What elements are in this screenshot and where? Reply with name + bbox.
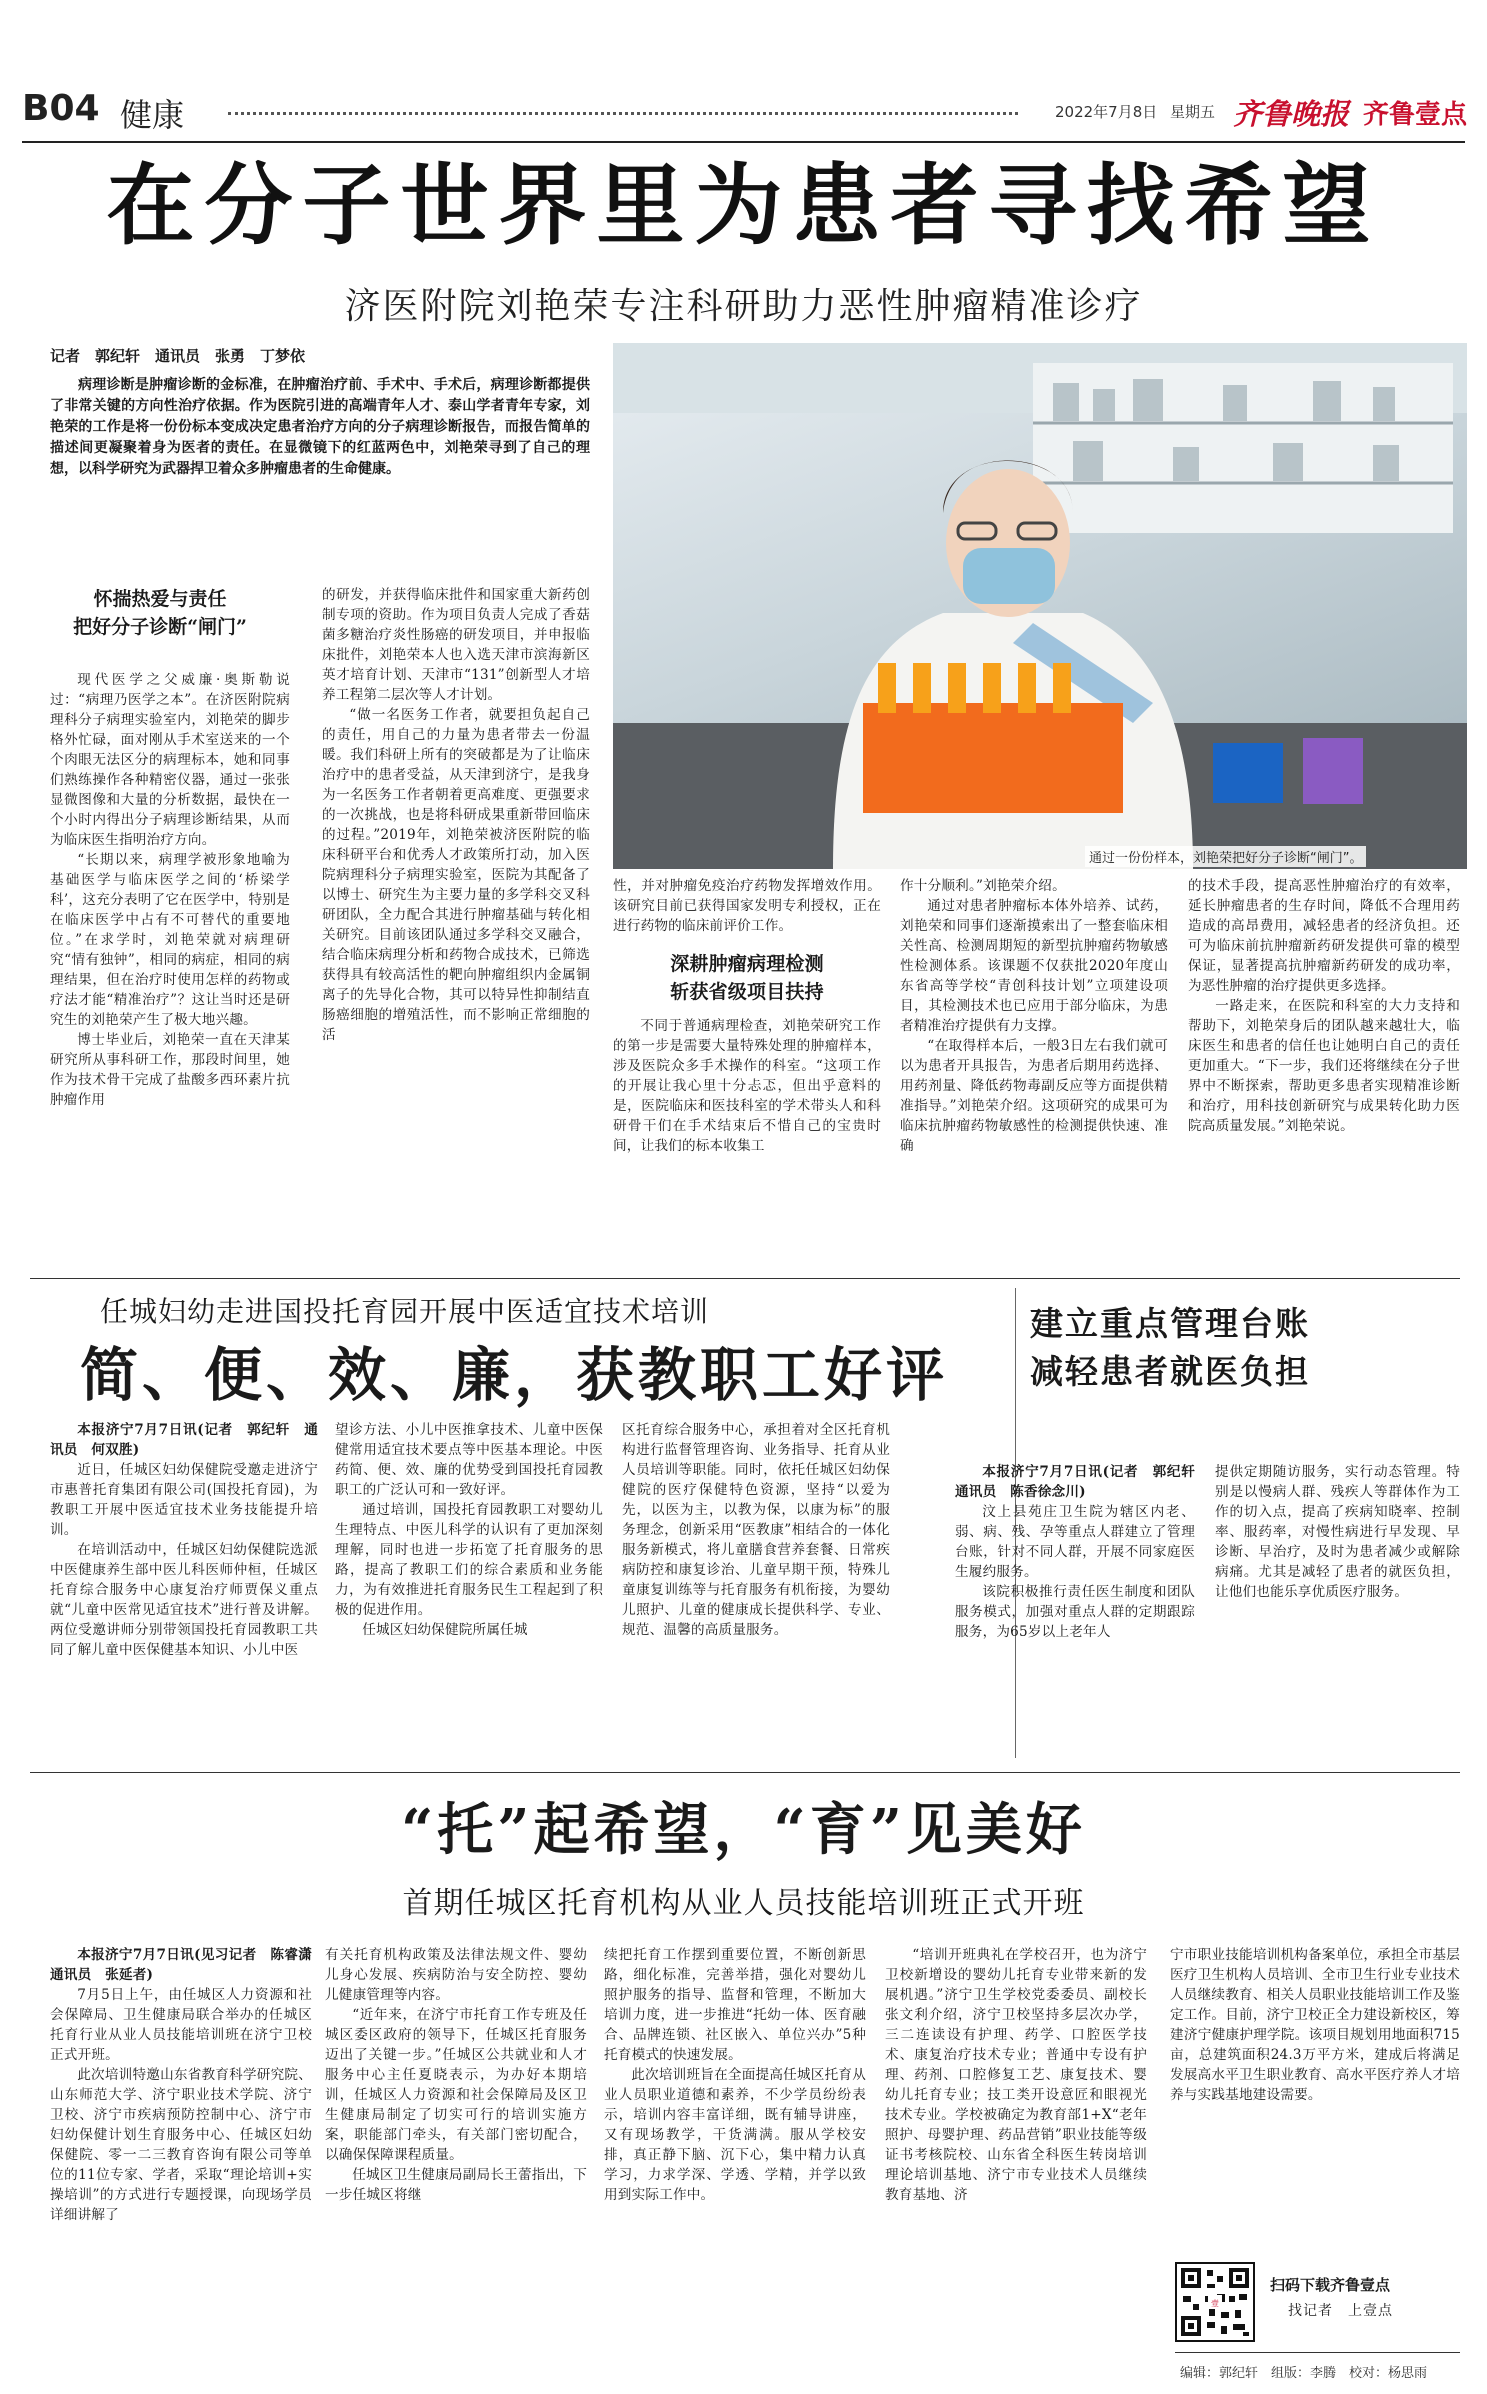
art1-column-5 <box>1188 876 1460 1136</box>
art2-column-3 <box>622 1420 890 1640</box>
art1-column-1 <box>50 670 290 1110</box>
paragraph: 提供定期随访服务，实行动态管理。特别是以慢病人群、残疾人等群体作为工作的切入点，提高了疾病知晓率、控制率、服药率，对慢性病进行早发现、早诊断、早治疗，及时为患者减少或解除病痛。尤其是减轻了患者的就医负担，让他们也能乐享优质医疗服务。 <box>1215 1464 1460 1600</box>
paragraph: 任城区妇幼保健院所属任城 <box>362 1622 528 1638</box>
paragraph: 有关托育机构政策及法律法规文件、婴幼儿身心发展、疾病防治与安全防控、婴幼儿健康管理等内容。 <box>325 1947 587 2003</box>
art2-kicker: 任城妇幼走进国投托育园开展中医适宜技术培训 <box>100 1295 710 1328</box>
lab-scene-illustration <box>613 343 1467 869</box>
footer-rule <box>1175 2352 1460 2353</box>
lab-photo <box>613 343 1467 869</box>
photo-caption: 通过一份份样本，刘艳荣把好分子诊断“闸门”。 <box>1085 846 1366 867</box>
byline: 本报济宁7月7日讯(见习记者 陈睿潇 通讯员 张延者) <box>50 1947 326 1983</box>
art3-headline <box>1030 1300 1460 1396</box>
paragraph: 作十分顺利。”刘艳荣介绍。 <box>900 878 1066 894</box>
svg-text:壹: 壹 <box>1211 2299 1219 2308</box>
header-dotted-rule <box>228 112 1018 115</box>
art2-column-1 <box>50 1420 318 1660</box>
footer-credits: 编辑：郭纪轩 组版：李腾 校对：杨思雨 <box>1180 2366 1428 2381</box>
paragraph: 任城区卫生健康局副局长王蕾指出，下一步任城区将继 <box>325 2167 587 2203</box>
subhead-2-line1: 深耕肿瘤病理检测 <box>670 953 824 975</box>
art2-headline: 简、便、效、廉，获教职工好评 <box>80 1341 949 1409</box>
art4-column-3 <box>604 1945 866 2205</box>
art3-column-1 <box>955 1462 1209 1642</box>
byline: 本报济宁7月7日讯(记者 郭纪轩 通讯员 何双胜) <box>50 1422 318 1458</box>
paragraph: “培训开班典礼在学校召开，也为济宁卫校新增设的婴幼儿托育专业带来新的发展机遇。”济宁卫生学校党委委员、副校长张文利介绍，济宁卫校坚持多层次办学，三二连读设有护理、药学、口腔医学技术、康复治疗技术专业；普通中专设有护理、药剂、口腔修复工艺、康复技术、婴幼儿托育专业；技工类开设意匠和眼视光技术专业。学校被确定为教育部1+X“老年照护、母婴护理、药品营销”职业技能等级证书考核院校、山东省全科医生转岗培训理论培训基地、济宁市专业技术人员继续教育基地、济 <box>885 1947 1147 2203</box>
art2-column-2 <box>335 1420 603 1640</box>
newspaper-brand: 齐鲁晚报 <box>1233 97 1350 131</box>
subheadline: 济医附院刘艳荣专注科研助力恶性肿瘤精准诊疗 <box>344 286 1143 327</box>
page-number: B04 <box>22 88 100 129</box>
paragraph: 宁市职业技能培训机构备案单位，承担全市基层医疗卫生机构人员培训、全市卫生行业专业技术人员继续教育、相关人员职业技能培训工作及鉴定工作。目前，济宁卫校正全力建设新校区，筹建济宁健康护理学院。该项目规划用地面积715亩，总建筑面积24.3万平方米，建成后将满足发展高水平卫生职业教育、高水平医疗养人才培养与实践基地建设需要。 <box>1170 1947 1460 2103</box>
byline: 本报济宁7月7日讯(记者 郭纪轩 通讯员 陈香徐念川) <box>955 1464 1209 1500</box>
section-divider <box>30 1772 1460 1773</box>
art4-headline: “托”起希望，“育”见美好 <box>401 1797 1086 1863</box>
art3-headline-line1: 建立重点管理台账 <box>1030 1304 1310 1343</box>
section-name: 健康 <box>120 96 185 134</box>
section-divider <box>30 1278 1460 1279</box>
paragraph: 近日，任城区妇幼保健院受邀走进济宁市惠普托育集团有限公司(国投托育园)，为教职工开展中医适宜技术业务技能提升培训。 <box>50 1462 318 1538</box>
paragraph: 7月5日上午，由任城区人力资源和社会保障局、卫生健康局联合举办的任城区托育行业从业人员技能培训班在济宁卫校正式开班。 <box>50 1987 312 2063</box>
header-rule <box>22 141 1465 143</box>
headline: 在分子世界里为患者寻找希望 <box>106 153 1381 257</box>
subhead-1-line2: 把好分子诊断“闸门” <box>73 616 247 638</box>
qr-title: 扫码下载齐鲁壹点 <box>1270 2276 1391 2294</box>
paragraph: 续把托育工作摆到重要位置，不断创新思路，细化标准，完善举措，强化对婴幼儿照护服务的指导、监督和管理，不断加大培训力度，进一步推进“托幼一体、医育融合、品牌连锁、社区嵌入、单位兴办”5种托育模式的快速发展。 <box>604 1947 866 2063</box>
art4-column-4 <box>885 1945 1147 2205</box>
paragraph: “长期以来，病理学被形象地喻为基础医学与临床医学之间的‘桥梁学科’，这充分表明了它在医学中，特别是在临床医学中占有不可替代的重要地位。”在求学时，刘艳荣就对病理研究“情有独钟”，相同的病症，相同的病理结果，但在治疗时使用怎样的药物或疗法才能“精准治疗”？这让当时还是研究生的刘艳荣产生了极大地兴趣。 <box>50 852 290 1028</box>
paragraph: 在培训活动中，任城区妇幼保健院选派中医健康养生部中医儿科医师仲桓，任城区托育综合服务中心康复治疗师贾保义重点就“儿童中医常见适宜技术”进行普及讲解。两位受邀讲师分别带领国投托育园教职工共同了解儿童中医保健基本知识、小儿中医 <box>50 1542 318 1658</box>
paragraph: 不同于普通病理检查，刘艳荣研究工作的第一步是需要大量特殊处理的肿瘤样本，涉及医院众多手术操作的科室。“这项工作的开展让我心里十分忐忑，但出乎意料的是，医院临床和医技科室的学术带头人和科研骨干们在手术结束后不惜自己的宝贵时间，让我们的标本收集工 <box>613 1018 881 1154</box>
art4-column-2 <box>325 1945 587 2205</box>
subhead-2-line2: 斩获省级项目扶持 <box>670 981 824 1003</box>
art3-column-2 <box>1215 1462 1460 1602</box>
paragraph: 通过对患者肿瘤标本体外培养、试药，刘艳荣和同事们逐渐摸索出了一整套临床相关性高、检测周期短的新型抗肿瘤药物敏感性检测体系。该课题不仅获批2020年度山东省高等学校“青创科技计划”立项建设项目，其检测技术也已应用于部分临床，为患者精准治疗提供有力支撑。 <box>900 898 1168 1034</box>
qr-code[interactable] <box>1175 2262 1255 2342</box>
art1-column-3 <box>613 876 881 1156</box>
art1-column-2 <box>322 585 590 1045</box>
paragraph: 望诊方法、小儿中医推拿技术、儿童中医保健常用适宜技术要点等中医基本理论。中医药简、便、效、廉的优势受到国投托育园教职工的广泛认可和一致好评。 <box>335 1422 603 1498</box>
subhead-1 <box>50 585 270 641</box>
paragraph: 此次培训特邀山东省教育科学研究院、山东师范大学、济宁职业技术学院、济宁卫校、济宁市疾病预防控制中心、济宁市妇幼保健计划生育服务中心、任城区妇幼保健院、零一二三教育咨询有限公司等单位的11位专家、学者，采取“理论培训+实操培训”的方式进行专题授课，向现场学员详细讲解了 <box>50 2067 312 2223</box>
paragraph: 一路走来，在医院和科室的大力支持和帮助下，刘艳荣身后的团队越来越壮大，临床医生和患者的信任也让她明白自己的责任更加重大。“下一步，我们还将继续在分子世界中不断探索，帮助更多患者实现精准诊断和治疗，用科技创新研究与成果转化助力医院高质量发展。”刘艳荣说。 <box>1188 998 1460 1134</box>
issue-weekday: 星期五 <box>1170 103 1216 121</box>
subhead-2 <box>613 950 881 1006</box>
art3-headline-line2: 减轻患者就医负担 <box>1030 1352 1310 1391</box>
art4-subheadline: 首期任城区托育机构从业人员技能培训班正式开班 <box>402 1886 1085 1921</box>
paragraph: 现代医学之父威廉·奥斯勒说过：“病理乃医学之本”。在济医附院病理科分子病理实验室内，刘艳荣的脚步格外忙碌，面对刚从手术室送来的一个个肉眼无法区分的病理标本，她和同事们熟练操作各种精密仪器，通过一张张显微图像和大量的分析数据，最快在一个小时内得出分子病理诊断结果，从而为临床医生指明治疗方向。 <box>50 672 290 848</box>
art1-column-4 <box>900 876 1168 1156</box>
byline: 记者 郭纪轩 通讯员 张勇 丁梦依 <box>50 347 306 365</box>
page-header <box>0 0 1487 150</box>
paragraph: 汶上县苑庄卫生院为辖区内老、弱、病、残、孕等重点人群建立了管理台账，针对不同人群，开展不同家庭医生履约服务。 <box>955 1504 1195 1580</box>
paragraph: 该院积极推行责任医生制度和团队服务模式，加强对重点人群的定期跟踪服务，为65岁以上老年人 <box>955 1584 1195 1640</box>
qr-pattern-icon <box>1177 2264 1253 2340</box>
app-brand: 齐鲁壹点 <box>1363 100 1468 130</box>
paragraph: 博士毕业后，刘艳荣一直在天津某研究所从事科研工作，那段时间里，她作为技术骨干完成了盐酸多西环素片抗肿瘤作用 <box>50 1032 290 1108</box>
qr-subtitle: 找记者 上壹点 <box>1288 2303 1393 2319</box>
paragraph: 的技术手段，提高恶性肿瘤治疗的有效率，延长肿瘤患者的生存时间，降低不合理用药造成的高昂费用，减轻患者的经济负担。还可为临床前抗肿瘤新药研发提供可靠的模型保证，显著提高抗肿瘤新药研发的成功率，为恶性肿瘤的治疗提供更多选择。 <box>1188 878 1460 994</box>
issue-date: 2022年7月8日 <box>1055 103 1158 121</box>
paragraph: 性，并对肿瘤免疫治疗药物发挥增效作用。该研究目前已获得国家发明专利授权，正在进行药物的临床前评价工作。 <box>613 878 881 934</box>
subhead-1-line1: 怀揣热爱与责任 <box>93 588 227 610</box>
paragraph: “近年来，在济宁市托育工作专班及任城区委区政府的领导下，任城区托育服务迈出了关键一步。”任城区公共就业和人才服务中心主任夏晓表示，为办好本期培训，任城区人力资源和社会保障局及区卫生健康局制定了切实可行的培训实施方案，职能部门牵头，有关部门密切配合，以确保保障课程质量。 <box>325 2007 587 2163</box>
paragraph: 通过培训，国投托育园教职工对婴幼儿生理特点、中医儿科学的认识有了更加深刻理解，同时也进一步拓宽了托育服务的思路，提高了教职工们的综合素质和业务能力，为有效推进托育服务民生工程起到了积极的促进作用。 <box>335 1502 603 1618</box>
paragraph: “在取得样本后，一般3日左右我们就可以为患者开具报告，为患者后期用药选择、用药剂量、降低药物毒副反应等方面提供精准指导。”刘艳荣介绍。这项研究的成果可为临床抗肿瘤药物敏感性的检测提供快速、准确 <box>900 1038 1168 1154</box>
paragraph: 的研发，并获得临床批件和国家重大新药创制专项的资助。作为项目负责人完成了香菇菌多糖治疗炎性肠癌的研发项目，并申报临床批件，刘艳荣本人也入选天津市滨海新区英才培育计划、天津市“131”创新型人才培养工程第二层次等人才计划。 <box>322 587 590 703</box>
paragraph: “做一名医务工作者，就要担负起自己的责任，用自己的力量为患者带去一份温暖。我们科研上所有的突破都是为了让临床治疗中的患者受益，从天津到济宁，是我身为一名医务工作者朝着更高难度、更强要求的一次挑战，也是将科研成果重新带回临床的过程。”2019年，刘艳荣被济医附院的临床科研平台和优秀人才政策所打动，加入医院病理科分子病理实验室，医院为其配备了以博士、研究生为主要力量的多学科交叉科研团队，全力配合其进行肿瘤基础与转化相关研究。目前该团队通过多学科交叉融合，结合临床病理分析和药物合成技术，已筛选获得具有较高活性的靶向肿瘤组织内金属铜离子的先导化合物，其可以特异性抑制结直肠癌细胞的增殖活性，而不影响正常细胞的活 <box>322 707 590 1043</box>
paragraph: 此次培训班旨在全面提高任城区托育从业人员职业道德和素养，不少学员纷纷表示，培训内容丰富详细，既有辅导讲座，又有现场教学，干货满满。服从学校安排，真正静下脑、沉下心，集中精力认真学习，力求学深、学透、学精，并学以致用到实际工作中。 <box>604 2067 866 2203</box>
art4-column-5 <box>1170 1945 1460 2105</box>
lead-paragraph: 病理诊断是肿瘤诊断的金标准，在肿瘤治疗前、手术中、手术后，病理诊断都提供了非常关键的方向性治疗依据。作为医院引进的高端青年人才、泰山学者青年专家，刘艳荣的工作是将一份份标本变成决定患者治疗方向的分子病理诊断报告，而报告简单的描述间更凝聚着身为医者的责任。在显微镜下的红蓝两色中，刘艳荣寻到了自己的理想，以科学研究为武器捍卫着众多肿瘤患者的生命健康。 <box>50 377 590 477</box>
paragraph: 区托育综合服务中心，承担着对全区托育机构进行监督管理咨询、业务指导、托育从业人员培训等职能。同时，依托任城区妇幼保健院的医疗保健特色资源，坚持“以爱为先，以医为主，以教为保，以康为标”的服务理念，创新采用“医教康”相结合的一体化服务新模式，将儿童膳食营养套餐、日常疾病防控和康复诊治、儿童早期干预，特殊儿童康复训练等与托育服务有机衔接，为婴幼儿照护、儿童的健康成长提供科学、专业、规范、温馨的高质量服务。 <box>622 1422 890 1638</box>
art4-column-1 <box>50 1945 326 2225</box>
